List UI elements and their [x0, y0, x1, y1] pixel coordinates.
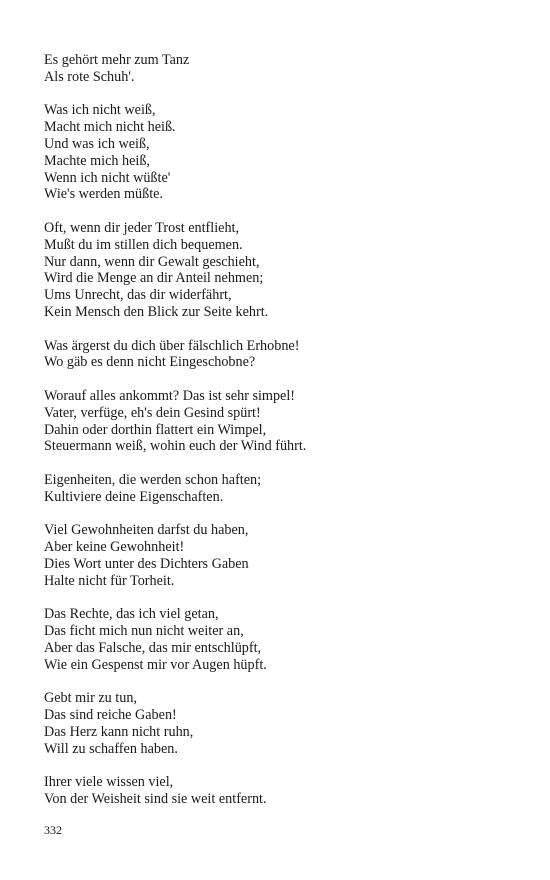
stanza	[44, 220, 514, 321]
poem-line: Macht mich nicht heiß.	[44, 119, 176, 136]
stanza	[44, 606, 514, 673]
poem-line: Kein Mensch den Blick zur Seite kehrt.	[44, 303, 269, 320]
poem-line: Als rote Schuh'.	[44, 68, 135, 85]
poem-line: Was ärgerst du dich über fälschlich Erhobne!	[44, 337, 300, 354]
poem-line: Kultiviere deine Eigenschaften.	[44, 488, 224, 505]
poem-line: Worauf alles ankommt? Das ist sehr simpel!	[44, 387, 296, 404]
stanza	[44, 52, 514, 86]
poem-line: Viel Gewohnheiten darfst du haben,	[44, 522, 249, 539]
poem-line: Nur dann, wenn dir Gewalt geschieht,	[44, 253, 260, 270]
poem-line: Das sind reiche Gaben!	[44, 707, 177, 724]
poem-line: Ums Unrecht, das dir widerfährt,	[44, 287, 232, 304]
poem-line: Halte nicht für Torheit.	[44, 572, 175, 589]
stanza	[44, 102, 514, 203]
poem-line: Von der Weisheit sind sie weit entfernt.	[44, 791, 267, 808]
poem-line: Oft, wenn dir jeder Trost entflieht,	[44, 219, 240, 236]
poem-line: Das ficht mich nun nicht weiter an,	[44, 623, 244, 640]
poem-line: Es gehört mehr zum Tanz	[44, 52, 190, 68]
poem-line: Dahin oder dorthin flattert ein Wimpel,	[44, 421, 267, 438]
poem-line: Das Herz kann nicht ruhn,	[44, 723, 194, 740]
poem-line: Und was ich weiß,	[44, 135, 150, 152]
poem-line: Vater, verfüge, eh's dein Gesind spürt!	[44, 404, 261, 421]
poem-line: Will zu schaffen haben.	[44, 740, 178, 757]
poem-line: Steuermann weiß, wohin euch der Wind führt.	[44, 438, 307, 455]
poem-line: Wo gäb es denn nicht Eingeschobne?	[44, 354, 256, 371]
stanza	[44, 690, 514, 757]
poem-line: Machte mich heiß,	[44, 152, 150, 169]
poem-line: Wie's werden müßte.	[44, 186, 163, 203]
stanza	[44, 774, 514, 808]
poem-line: Dies Wort unter des Dichters Gaben	[44, 555, 249, 572]
poem-line: Gebt mir zu tun,	[44, 690, 137, 707]
stanza	[44, 388, 514, 455]
poem-line: Mußt du im stillen dich bequemen.	[44, 236, 243, 253]
stanza	[44, 522, 514, 589]
poem-line: Aber das Falsche, das mir entschlüpft,	[44, 639, 262, 656]
page-number: 332	[44, 823, 62, 837]
stanza	[44, 338, 514, 372]
poem-line: Wird die Menge an dir Anteil nehmen;	[44, 270, 264, 287]
poem-text	[44, 52, 514, 825]
poem-line: Aber keine Gewohnheit!	[44, 539, 185, 556]
poem-line: Das Rechte, das ich viel getan,	[44, 606, 219, 623]
stanza	[44, 472, 514, 506]
poem-line: Ihrer viele wissen viel,	[44, 774, 174, 791]
poem-line: Wie ein Gespenst mir vor Augen hüpft.	[44, 656, 267, 673]
poem-line: Was ich nicht weiß,	[44, 102, 156, 119]
poem-line: Wenn ich nicht wüßte'	[44, 169, 171, 186]
poem-line: Eigenheiten, die werden schon haften;	[44, 471, 262, 488]
